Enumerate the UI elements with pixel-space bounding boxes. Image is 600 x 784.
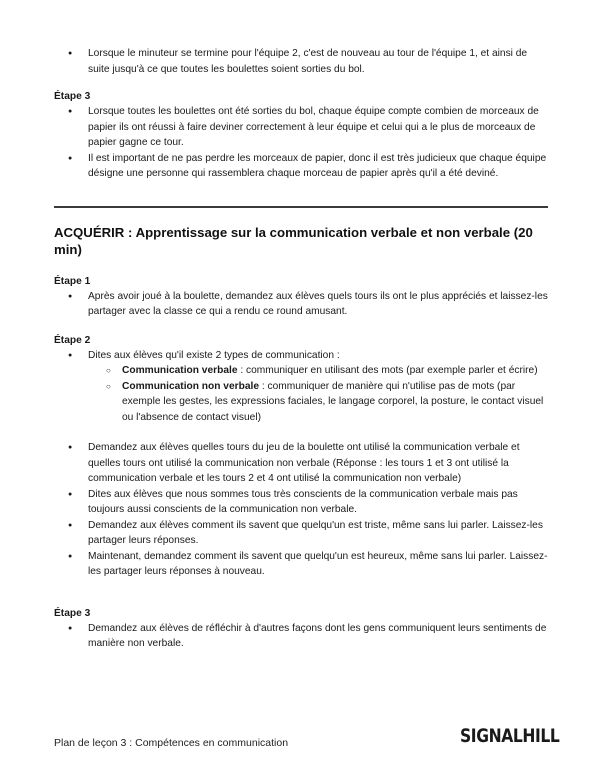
- document-content: [54, 46, 548, 652]
- term-definition: : communiquer en utilisant des mots (par exemple parler et écrire): [237, 365, 538, 376]
- list-item: ● Il est important de ne pas perdre les morceaux de papier, donc il est très judicieux que chaque équipe désigne une personne qui rassemblera chaque morceau de papier après qu'il a été deviné.: [54, 151, 548, 182]
- step3a-list: [54, 104, 548, 182]
- list-item: ● Lorsque toutes les boulettes ont été sorties du bol, chaque équipe compte combien de morceaux de papier ils ont réussi à faire deviner correctement à leur équipe et celui qui a le plus de morceaux de papier gagne ce tour.: [54, 104, 548, 151]
- step-heading: Étape 2: [54, 334, 91, 346]
- list-item: ● Lorsque le minuteur se termine pour l'équipe 2, c'est de nouveau au tour de l'équipe 1, et ainsi de suite jusqu'à ce que toutes les boulettes soient sorties du bol.: [54, 46, 548, 77]
- sub-list-item: [54, 363, 548, 379]
- step-heading: Étape 1: [54, 275, 91, 287]
- signalhill-logo: SIGNALHILL: [460, 725, 560, 747]
- list-item: ● Dites aux élèves qu'il existe 2 types de communication :: [54, 348, 548, 364]
- intro-list: [54, 46, 548, 77]
- list-item: ● Après avoir joué à la boulette, demandez aux élèves quels tours ils ont le plus appréciés et laissez-les partager avec la classe ce qui a rendu ce round amusant.: [54, 289, 548, 320]
- term-label: Communication verbale: [122, 365, 238, 376]
- step3b-list: [54, 621, 548, 652]
- list-item: ● Demandez aux élèves quelles tours du jeu de la boulette ont utilisé la communication verbale et quelles tours ont utilisé la communication non verbale (Réponse : les tours 1 et 3 ont utilisé la communication verbale et les tours 2 et 4 ont utilisé la communication non verbale): [54, 440, 548, 487]
- list-item: ● Maintenant, demandez comment ils savent que quelqu'un est heureux, même sans lui parler. Laissez-les partager leurs réponses à nouveau.: [54, 549, 548, 580]
- list-item: ● Dites aux élèves que nous sommes tous très conscients de la communication verbale mais pas toujours aussi conscients de la communication non verbale.: [54, 487, 548, 518]
- footer-text: Plan de leçon 3 : Compétences en communication: [54, 737, 289, 749]
- step-heading: Étape 3: [54, 91, 91, 102]
- list-item: ● Demandez aux élèves comment ils savent que quelqu'un est triste, même sans lui parler. Laissez-les partager leurs réponses.: [54, 518, 548, 549]
- section-heading: ACQUÉRIR : Apprentissage sur la communication verbale et non verbale (20 min): [54, 224, 533, 257]
- list-item: ● Demandez aux élèves de réfléchir à d'autres façons dont les gens communiquent leurs sentiments de manière non verbale.: [54, 621, 548, 652]
- step2-list: [54, 348, 548, 426]
- step1-list: [54, 289, 548, 320]
- sub-list-item: [54, 379, 548, 426]
- term-definition: : communiquer de manière qui n'utilise pas de mots (par exemple les gestes, les expressions faciales, le langage corporel, la posture, le contact visuel ou l'absence de contact visuel): [122, 380, 544, 423]
- term-label: Communication non verbale: [122, 380, 259, 392]
- step2-questions-list: [54, 440, 548, 580]
- step-heading: Étape 3: [54, 607, 91, 619]
